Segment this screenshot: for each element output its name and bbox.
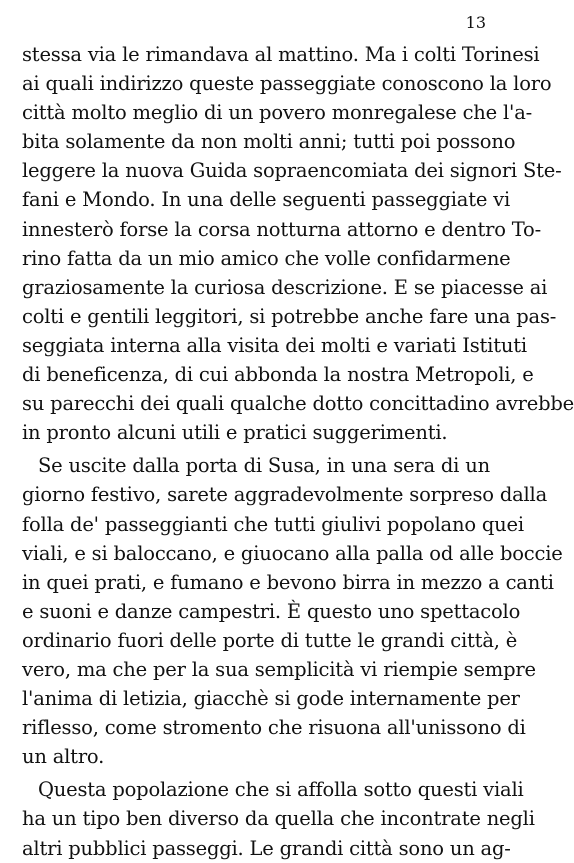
text-line: graziosamente la curiosa descrizione. E se piacesse ai <box>22 275 548 299</box>
text-line: altri pubblici passeggi. Le grandi città sono un ag- <box>22 836 511 860</box>
text-line: leggere la nuova Guida sopraencomiata dei signori Ste- <box>22 159 562 183</box>
text-line: innesterò forse la corsa notturna attorno e dentro To- <box>22 217 541 241</box>
text-line: ai quali indirizzo queste passeggiate conoscono la loro <box>22 72 552 96</box>
text-line: in pronto alcuni utili e pratici suggerimenti. <box>22 421 448 445</box>
text-line: e suoni e danze campestri. È questo uno spettacolo <box>22 599 521 623</box>
text-line: folla de' passeggianti che tutti giulivi popolano quei <box>22 512 524 536</box>
text-line: viali, e si baloccano, e giuocano alla palla od alle boccie <box>22 541 563 565</box>
text-line: bita solamente da non molti anni; tutti poi possono <box>22 130 516 154</box>
text-line: Se uscite dalla porta di Susa, in una sera di un <box>38 454 490 478</box>
text-line: ordinario fuori delle porte di tutte le grandi città, è <box>22 628 518 652</box>
text-line: città molto meglio di un povero monregalese che l'a- <box>22 101 533 125</box>
text-line: fani e Mondo. In una delle seguenti passeggiate vi <box>22 188 511 212</box>
text-line: in quei prati, e fumano e bevono birra in mezzo a canti <box>22 570 554 594</box>
text-line: vero, ma che per la sua semplicità vi riempie sempre <box>22 657 536 681</box>
text-line: di beneficenza, di cui abbonda la nostra Metropoli, e <box>22 363 534 387</box>
page-number: 13 <box>465 13 486 32</box>
text-line: seggiata interna alla visita dei molti e variati Istituti <box>22 333 527 357</box>
text-line: su parecchi dei quali qualche dotto concittadino avrebbe <box>22 392 574 416</box>
text-line: riflesso, come stromento che risuona all'unissono di <box>22 716 526 740</box>
text-line: Questa popolazione che si affolla sotto questi viali <box>38 778 524 802</box>
text-line: un altro. <box>22 745 105 769</box>
text-line: colti e gentili leggitori, si potrebbe anche fare una pas- <box>22 304 557 328</box>
paragraph <box>22 40 574 447</box>
paragraph <box>22 451 563 771</box>
body-text <box>22 40 574 863</box>
text-line: giorno festivo, sarete aggradevolmente sorpreso dalla <box>22 483 548 507</box>
text-line: l'anima di letizia, giacchè si gode internamente per <box>22 687 520 711</box>
text-line: ha un tipo ben diverso da quella che incontrate negli <box>22 807 535 831</box>
text-line: stessa via le rimandava al mattino. Ma i colti Torinesi <box>22 43 540 66</box>
text-line: rino fatta da un mio amico che volle confidarmene <box>22 246 511 270</box>
paragraph <box>22 775 535 862</box>
